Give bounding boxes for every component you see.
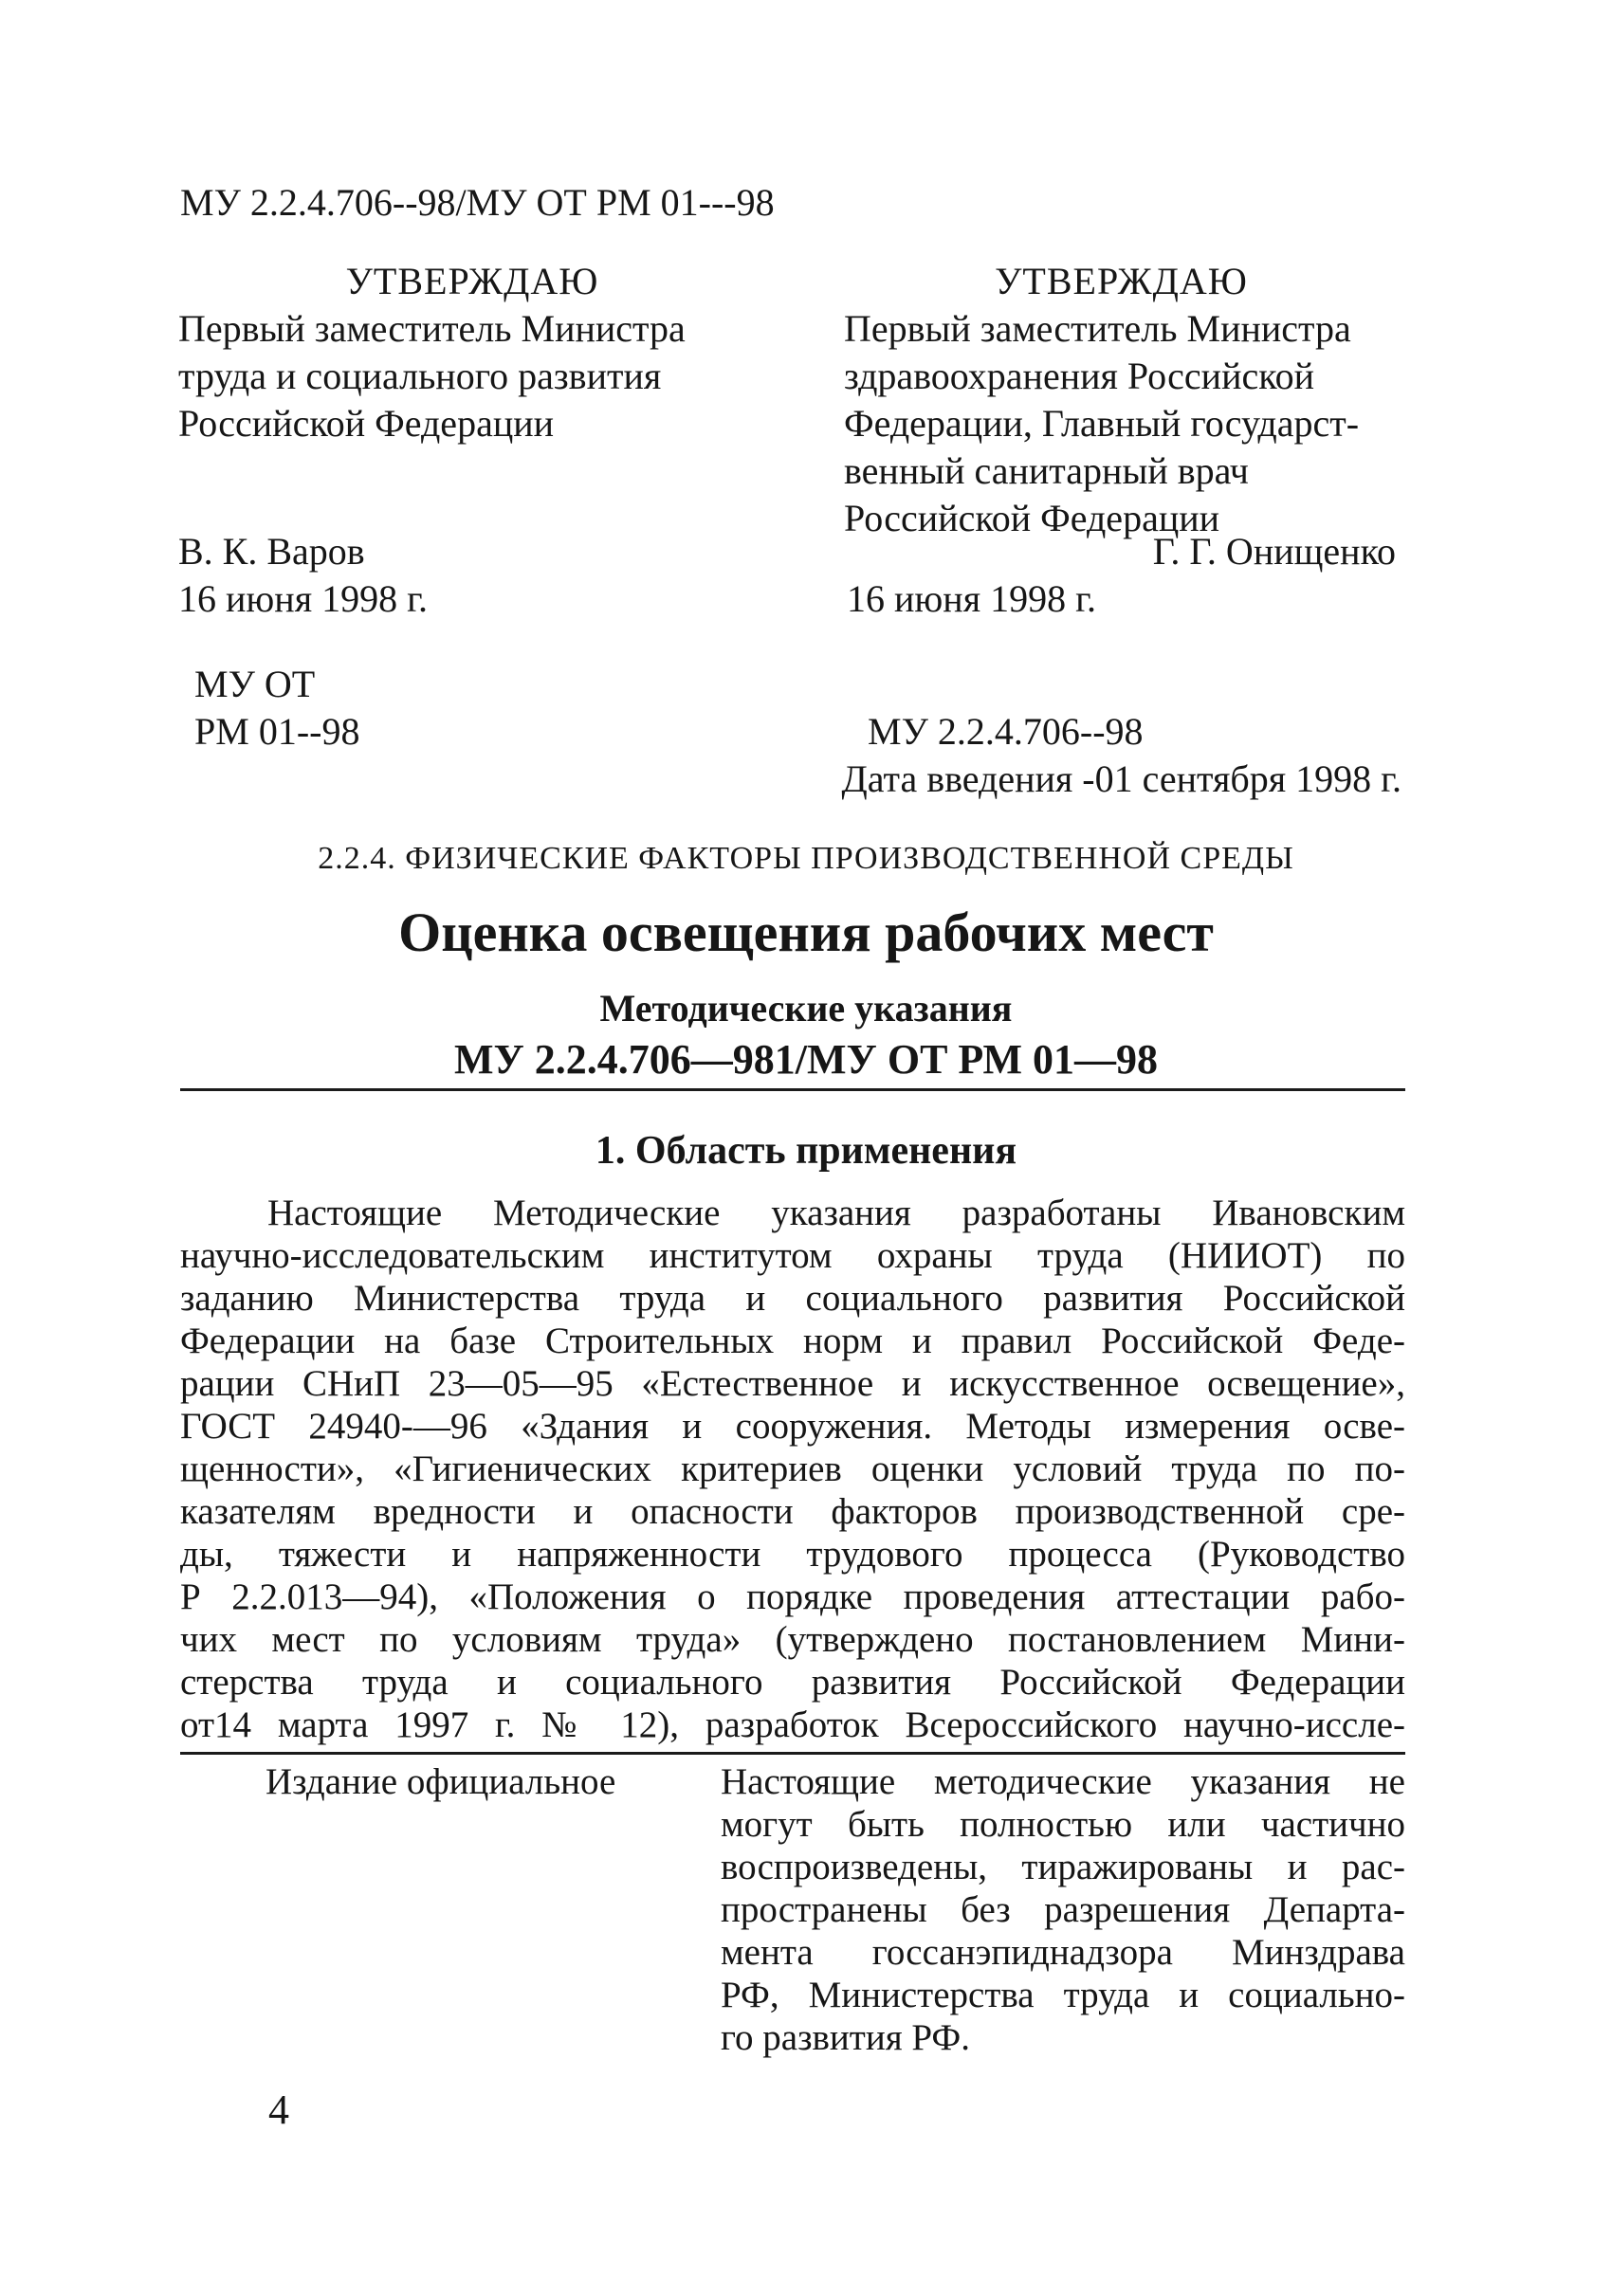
title-document-code: МУ 2.2.4.706—981/МУ ОТ РМ 01—98 — [453, 1036, 1158, 1083]
approval-left-date: 16 июня 1998 г. — [178, 577, 428, 620]
approval-right-signatory: Г. Г. Онищенко — [1152, 530, 1396, 573]
approval-left-line: Российской Федерации — [178, 402, 555, 445]
approval-block-right — [844, 258, 1399, 542]
edition-label: Издание официальное — [266, 1761, 616, 1802]
body-line: ГОСТ 24940-—96 «Здания и сооружения. Методы измерения осве- — [180, 1406, 1405, 1447]
body-line: стерства труда и социального развития Российской Федерации — [180, 1662, 1405, 1703]
document-code-left-line1: МУ ОТ — [194, 663, 316, 705]
body-line: заданию Министерства труда и социального развития Российской — [180, 1278, 1405, 1319]
body-line: чих мест по условиям труда» (утверждено постановлением Мини- — [180, 1619, 1405, 1660]
body-line: ды, тяжести и напряженности трудового процесса (Руководство — [180, 1534, 1405, 1575]
copyright-line: Настоящие методические указания не — [721, 1761, 1405, 1802]
title-divider — [180, 1088, 1405, 1091]
approval-left-line: труда и социального развития — [178, 355, 662, 397]
approval-right-line: здравоохранения Российской — [844, 355, 1315, 397]
page-number: 4 — [268, 2086, 289, 2133]
introduction-date: Дата введения -01 сентября 1998 г. — [841, 757, 1401, 800]
copyright-line: мента госсанэпиднадзора Минздрава — [721, 1932, 1405, 1973]
approval-block-left — [178, 258, 766, 447]
section-heading: 2.2.4. ФИЗИЧЕСКИЕ ФАКТОРЫ ПРОИЗВОДСТВЕННОЙ СРЕДЫ — [318, 841, 1294, 876]
copyright-line: пространены без разрешения Департа- — [721, 1889, 1405, 1930]
body-line: научно-исследовательским институтом охраны труда (НИИОТ) по — [180, 1235, 1405, 1276]
approval-left-signature — [178, 528, 428, 623]
body-line: Р 2.2.013—94), «Положения о порядке проведения аттестации рабо- — [180, 1576, 1405, 1617]
body-line: щенности», «Гигиенических критериев оценки условий труда по по- — [180, 1449, 1405, 1489]
document-code-left — [194, 661, 359, 756]
copyright-line: воспроизведены, тиражированы и рас- — [721, 1847, 1405, 1887]
page-subtitle: Методические указания — [599, 987, 1013, 1030]
body-line: казателям вредности и опасности факторов производственной сре- — [180, 1491, 1405, 1532]
document-code-right: МУ 2.2.4.706--98 — [868, 710, 1144, 753]
document-code-left-line2: РМ 01--98 — [194, 710, 360, 753]
chapter-heading: 1. Область применения — [595, 1129, 1017, 1173]
copyright-line: РФ, Министерства труда и социально- — [721, 1975, 1405, 2015]
header-document-code: МУ 2.2.4.706--98/МУ ОТ РМ 01---98 — [180, 181, 775, 224]
approval-left-title: УТВЕРЖДАЮ — [345, 260, 599, 302]
copyright-line: го развития РФ. — [721, 2017, 970, 2058]
approval-right-line: Федерации, Главный государст- — [844, 402, 1360, 445]
footer-divider — [180, 1752, 1405, 1755]
approval-right-line: венный санитарный врач — [844, 449, 1249, 492]
approval-right-title: УТВЕРЖДАЮ — [995, 260, 1248, 302]
body-line: рации СНиП 23—05—95 «Естественное и искусственное освещение», — [180, 1363, 1405, 1404]
approval-left-signatory: В. К. Варов — [178, 530, 365, 573]
page-title: Оценка освещения рабочих мест — [398, 902, 1214, 963]
approval-left-line: Первый заместитель Министра — [178, 307, 686, 350]
approval-right-line: Российской Федерации — [844, 497, 1220, 539]
body-line: Федерации на базе Строительных норм и правил Российской Феде- — [180, 1321, 1405, 1361]
body-paragraph — [180, 1192, 1405, 1746]
body-line: Настоящие Методические указания разработаны Ивановским — [267, 1193, 1405, 1233]
copyright-line: могут быть полностью или частично — [721, 1804, 1405, 1845]
copyright-notice — [721, 1760, 1405, 2059]
body-line: от14 марта 1997 г. № 12), разработок Всероссийского научно-иссле- — [180, 1704, 1405, 1745]
approval-right-line: Первый заместитель Министра — [844, 307, 1351, 350]
approval-right-date: 16 июня 1998 г. — [847, 577, 1096, 620]
